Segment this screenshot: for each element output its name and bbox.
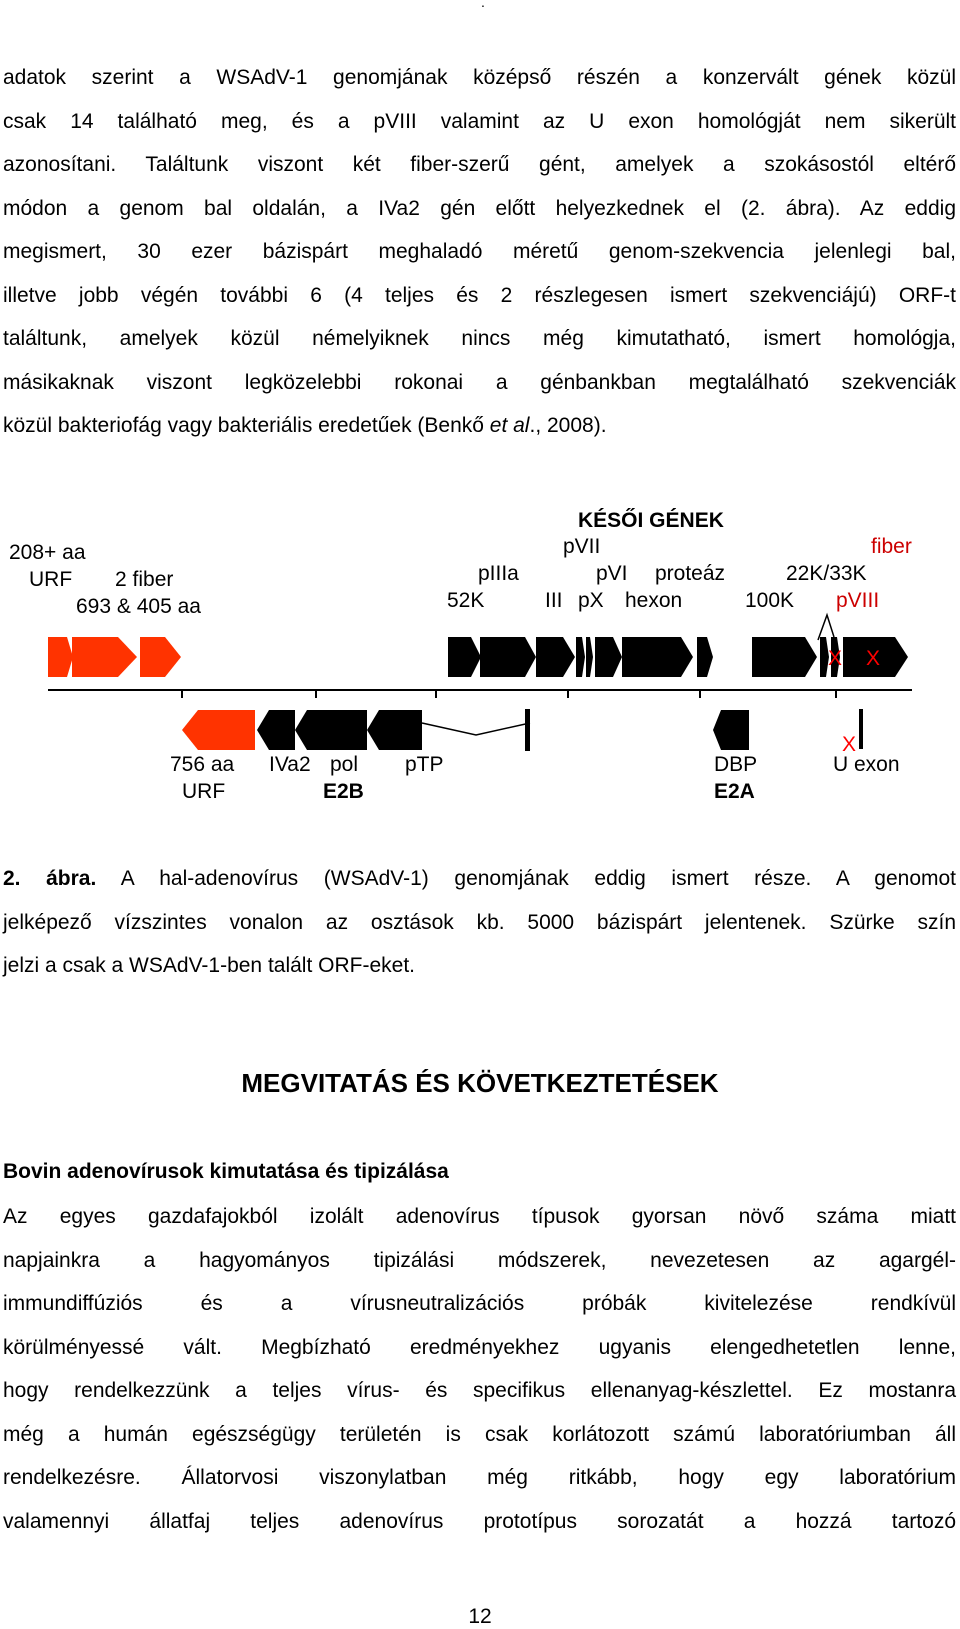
label-pVI: pVI xyxy=(596,562,628,585)
citation-year: ., 2008). xyxy=(529,414,607,437)
label-urf-bottom: URF xyxy=(182,780,226,803)
gene-pTP xyxy=(367,710,422,750)
label-52k: 52K xyxy=(447,589,485,612)
label-pX: pX xyxy=(578,589,604,612)
gene-pol xyxy=(295,710,367,750)
text-line: csak 14 található meg, és a pVIII valamint az U exon homológját nem sikerült xyxy=(3,109,956,133)
label-protease: proteáz xyxy=(655,562,726,585)
text-line: immundiffúziós és a vírusneutralizációs próbák kivitelezése rendkívül xyxy=(3,1292,956,1315)
text-line-last xyxy=(3,404,956,448)
label-pol: pol xyxy=(330,753,359,776)
gene-U-exon xyxy=(859,709,863,749)
label-2-fiber: 2 fiber xyxy=(115,568,174,591)
genome-map-figure xyxy=(0,505,960,815)
label-E2A: E2A xyxy=(714,780,755,803)
caption-line: jelzi a csak a WSAdV-1-ben talált ORF-eket. xyxy=(3,954,415,977)
label-fiber: fiber xyxy=(871,535,912,558)
label-pIIIa: pIIIa xyxy=(478,562,519,585)
label-756aa: 756 aa xyxy=(170,753,235,776)
gene-pVII xyxy=(576,637,585,677)
text-line: Az egyes gazdafajokból izolált adenovírus típusok gyorsan növő száma miatt xyxy=(3,1205,956,1228)
label-III: III xyxy=(545,589,563,612)
label-U-exon: U exon xyxy=(833,753,900,776)
gene-pTP-exon xyxy=(525,709,530,751)
caption-line: jelképező vízszintes vonalon az osztások kb. 5000 bázispárt jelentenek. Szürke szín xyxy=(3,910,956,934)
citation-etal: et al xyxy=(489,414,530,437)
cross-fiber: X xyxy=(866,647,881,670)
label-urf-top: URF xyxy=(29,568,73,591)
orf-urf-756aa xyxy=(182,710,255,750)
intro-paragraph xyxy=(3,56,956,448)
label-22k33k: 22K/33K xyxy=(786,562,867,585)
caption-line xyxy=(3,857,956,901)
label-100k: 100K xyxy=(745,589,795,612)
text-line: találtunk, amelyek közül némelyiknek nincs még kimutatható, ismert homológja, xyxy=(3,327,956,350)
gene-pX xyxy=(586,637,593,677)
text-line: valamennyi állatfaj teljes adenovírus prototípus sorozatát a hozzá tartozó xyxy=(3,1509,956,1533)
label-pVIII: pVIII xyxy=(836,589,880,612)
gene-100k xyxy=(752,637,817,677)
gene-IVa2 xyxy=(257,710,295,750)
orf-urf-208aa xyxy=(48,637,73,677)
gene-hexon xyxy=(622,637,693,677)
text-line: körülményessé vált. Megbízható eredményekhez ugyanis elengedhetetlen lenne, xyxy=(3,1335,956,1359)
text-line: adatok szerint a WSAdV-1 genomjának középső részén a konzervált gének közül xyxy=(3,66,956,89)
label-late-genes: KÉSŐI GÉNEK xyxy=(578,509,724,532)
label-pVII: pVII xyxy=(563,535,601,558)
gene-52k xyxy=(448,637,481,677)
text-line: napjainkra a hagyományos tipizálási módszerek, nevezetesen az agargél- xyxy=(3,1248,956,1272)
text-line: megismert, 30 ezer bázispárt meghaladó méretű genom-szekvencia jelenlegi bal, xyxy=(3,240,956,263)
citation-text: közül bakteriofág vagy bakteriális eredetűek (Benkő xyxy=(3,414,490,437)
text-line: még a humán egészségügy területén is csak korlátozott számú laboratóriumban áll xyxy=(3,1422,956,1446)
subsection-heading: Bovin adenovírusok kimutatása és tipizálása xyxy=(3,1160,449,1183)
text-line: illetve jobb végén további 6 (4 teljes és 2 részlegesen ismert szekvenciájú) ORF-t xyxy=(3,283,956,307)
orf-fiber-2 xyxy=(140,637,181,677)
gene-pIIIa xyxy=(480,637,536,677)
figure-caption xyxy=(3,857,956,988)
label-693-405aa: 693 & 405 aa xyxy=(76,595,201,618)
text-line: hogy rendelkezzünk a teljes vírus- és specifikus ellenanyag-készlettel. Ez mostanra xyxy=(3,1379,956,1402)
text-line: másikaknak viszont legközelebbi rokonai a génbankban megtalálható szekvenciák xyxy=(3,370,956,394)
cross-U-exon: X xyxy=(842,733,857,756)
page-number: 12 xyxy=(468,1605,492,1628)
gene-pVI xyxy=(595,637,622,677)
label-208aa: 208+ aa xyxy=(9,541,86,564)
section-heading: MEGVITATÁS ÉS KÖVETKEZTETÉSEK xyxy=(241,1068,719,1098)
caption-label: 2. ábra. xyxy=(3,867,97,890)
label-pTP: pTP xyxy=(405,753,444,776)
text-line: módon a genom bal oldalán, a IVa2 gén előtt helyezkednek el (2. ábra). Az eddig xyxy=(3,196,956,220)
label-E2B: E2B xyxy=(323,780,364,803)
pVIII-pointer xyxy=(818,615,834,640)
orf-fiber-1 xyxy=(72,637,137,677)
text-line: azonosítani. Találtunk viszont két fiber-szerű gént, amelyek a szokásostól eltérő xyxy=(3,153,956,176)
pTP-splice-line xyxy=(422,723,530,735)
gene-III xyxy=(536,637,575,677)
body-paragraph xyxy=(3,1195,956,1543)
label-DBP: DBP xyxy=(714,753,758,776)
gene-protease xyxy=(697,637,713,677)
label-IVa2: IVa2 xyxy=(269,753,311,776)
caption-text: A hal-adenovírus (WSAdV-1) genomjának eddig ismert része. A genomot xyxy=(96,867,957,890)
page-dot: . xyxy=(481,0,485,10)
text-line: rendelkezésre. Állatorvosi viszonylatban még ritkább, hogy egy laboratórium xyxy=(3,1466,956,1489)
label-hexon: hexon xyxy=(625,589,683,612)
cross-pVIII: X xyxy=(828,647,843,670)
gene-DBP xyxy=(713,710,749,750)
